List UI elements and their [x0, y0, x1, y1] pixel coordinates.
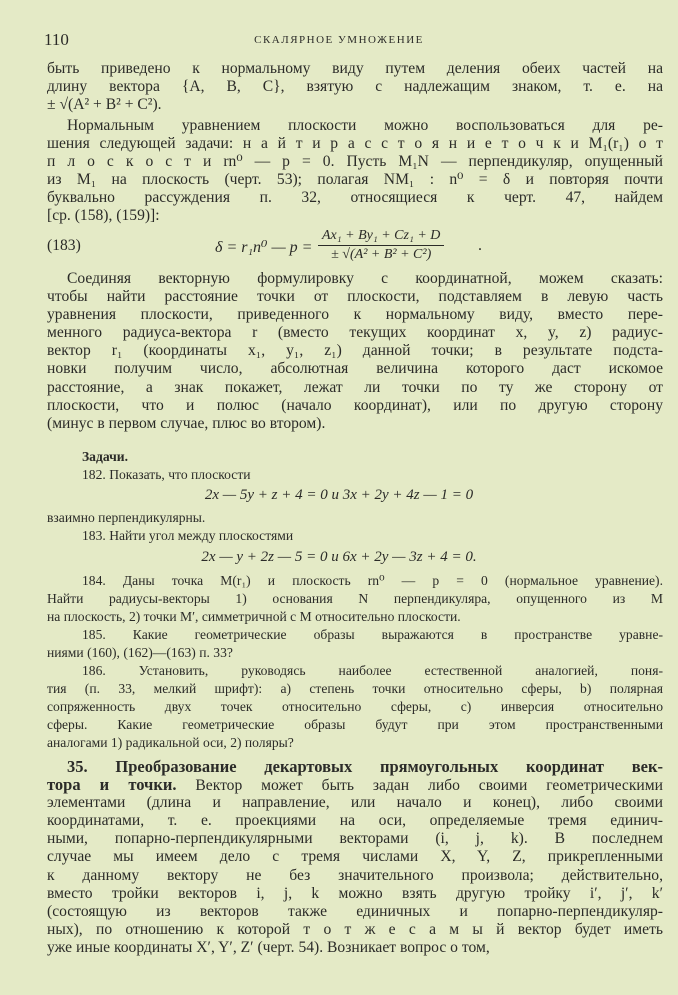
- text-line: Соединяя векторную формулировку с координатной, можем сказать:: [67, 270, 663, 287]
- text-line: случае мы имеем дело с тремя числами X, Y, Z, прикрепленными: [47, 848, 663, 866]
- formula-end: .: [478, 237, 482, 254]
- text-line: тия (п. 33, мелкий шрифт): a) степень точки относительно сферы, b) полярная: [47, 680, 663, 696]
- text-line: 183. Найти угол между плоскостями: [82, 527, 294, 543]
- text-line: уже иные координаты X′, Y′, Z′ (черт. 54). Возникает вопрос о том,: [47, 938, 490, 956]
- text-line: ниями (160), (162)—(163) п. 33?: [47, 644, 233, 660]
- text-line: (состоящую из векторов также единичных и попарно-перпендикуляр-: [47, 902, 663, 920]
- text-line: 182. Показать, что плоскости: [82, 466, 251, 482]
- text-line: [ср. (158), (159)]:: [47, 207, 160, 225]
- text-line: менного радиуса-вектора r (вместо текущих координат x, y, z) радиус-: [47, 324, 663, 342]
- formula-fraction: [318, 228, 444, 263]
- section-35-body: [47, 794, 663, 957]
- paragraph-normal-equation: [47, 117, 663, 226]
- text-line: новки получим число, абсолютная величина которого даст искомое: [47, 360, 663, 378]
- text-line: сферы. Какие геометрические образы будут при этом пространственными: [47, 716, 663, 732]
- text-line: Вектор может быть задан либо своими геометрическими: [195, 777, 663, 795]
- formula-denominator: ± √(A² + B² + C²): [331, 247, 432, 262]
- text-line: Найти радиусы-векторы 1) основания N перпендикуляра, опущенного из M: [47, 590, 663, 606]
- task-184: [47, 572, 663, 626]
- task-182: [47, 448, 663, 484]
- text-line: элементами (длина и направление, или начало и конец), либо своими: [47, 794, 663, 812]
- tasks-heading: Задачи.: [82, 449, 128, 464]
- formula-number: (183): [47, 237, 81, 254]
- task-185: [47, 626, 663, 662]
- formula-lhs: δ = r₁n⁰ — p =: [215, 239, 313, 256]
- text-line: быть приведено к нормальному виду путем деления обеих частей на: [47, 60, 663, 77]
- task-186: [47, 662, 663, 751]
- task-183: [47, 509, 663, 545]
- text-line: 186. Установить, руководясь наиболее естественной аналогией, поня-: [82, 663, 663, 678]
- text-line: ± √(A² + B² + C²).: [47, 96, 162, 114]
- text-line: координатами, т. е. проекциями на оси, определяемые тремя единич-: [47, 812, 663, 830]
- text-line: ных), по отношению к которой т о т ж е с а м ы й вектор будет иметь: [47, 920, 663, 938]
- text-line: ными, попарно-перпендикулярными векторами (i, j, k). В последнем: [47, 830, 663, 848]
- text-line: из M₁ на плоскость (черт. 53); полагая NM₁ : n⁰ = δ и повторяя почти: [47, 171, 663, 189]
- running-title: СКАЛЯРНОЕ УМНОЖЕНИЕ: [254, 34, 424, 46]
- page-number: 110: [44, 30, 69, 49]
- text-line: 184. Даны точка M(r₁) и плоскость rn⁰ — p = 0 (нормальное уравнение).: [82, 573, 663, 588]
- text-line: к данному вектору не без значительного произвола; действительно,: [47, 866, 663, 884]
- text-line: сопряженность двух точек относительно сферы, c) инверсия относительно: [47, 698, 663, 714]
- text-line: аналогами 1) радикальной оси, 2) поляры?: [47, 734, 294, 750]
- text-line: плоскости, что и полюс (начало координат), или по другую сторону: [47, 396, 663, 414]
- equation-182: 2x — 5y + z + 4 = 0 и 3x + 2y + 4z — 1 = 0: [204, 487, 474, 503]
- text-line: на плоскость, 2) точки M′, симметричной с M относительно плоскости.: [47, 608, 461, 624]
- text-line: вместо тройки векторов i, j, k можно взять другую тройку i′, j′, k′: [47, 884, 663, 902]
- text-line: взаимно перпендикулярны.: [47, 510, 206, 525]
- text-line: п л о с к о с т и rn⁰ — p = 0. Пусть M₁N — перпендикуляр, опущенный: [47, 153, 663, 171]
- paragraph-coordinate-formulation: [47, 270, 663, 433]
- equation-183: 2x — y + 2z — 5 = 0 и 6x + 2y — 3z + 4 = 0.: [201, 549, 477, 565]
- text-line: 185. Какие геометрические образы выражаются в пространстве уравне-: [82, 627, 663, 642]
- text-line: вектор r₁ (координаты x₁, y₁, z₁) данной точки; в результате подста-: [47, 342, 663, 360]
- text-line: (минус в первом случае, плюс во втором).: [47, 414, 326, 432]
- text-line: шения следующей задачи: н а й т и р а с с т о я н и е т о ч к и M₁(r₁) о т: [47, 135, 663, 153]
- text-line: расстояние, а знак покажет, лежат ли точки по ту же сторону от: [47, 378, 663, 396]
- text-line: уравнения плоскости, приведенного к нормальному виду, вместо пере-: [47, 306, 663, 324]
- section-35: [47, 758, 663, 957]
- intro-paragraph: [47, 60, 663, 114]
- text-line: буквально рассуждения п. 32, относящиеся к черт. 47, найдем: [47, 189, 663, 207]
- section-heading-cont: тора и точки.: [47, 775, 177, 795]
- section-heading: 35. Преобразование декартовых прямоугольных координат век-: [67, 757, 663, 776]
- text-line: длину вектора {A, B, C}, взятую с надлежащим знаком, т. е. на: [47, 78, 663, 96]
- formula-numerator: Ax₁ + By₁ + Cz₁ + D: [318, 228, 444, 246]
- text-line: Нормальным уравнением плоскости можно воспользоваться для ре-: [67, 117, 663, 134]
- text-line: чтобы найти расстояние точки от плоскости, подставляем в левую часть: [47, 288, 663, 306]
